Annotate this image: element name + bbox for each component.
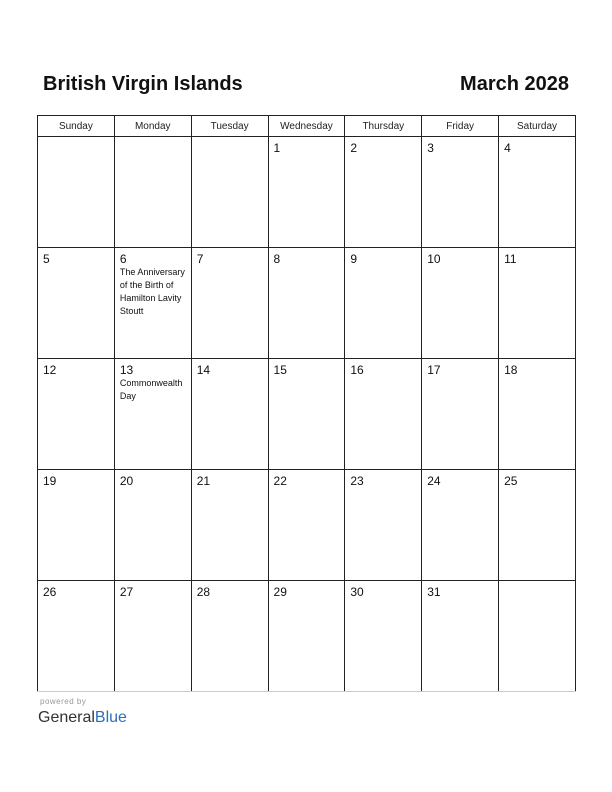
day-number: 28 xyxy=(196,585,211,599)
day-cell xyxy=(499,581,576,692)
day-cell xyxy=(268,581,345,692)
weekday-saturday: Saturday xyxy=(499,116,576,137)
day-cell xyxy=(345,248,422,359)
day-cell xyxy=(114,470,191,581)
day-cell xyxy=(268,470,345,581)
day-number: 6 xyxy=(119,252,127,266)
day-cell xyxy=(38,359,115,470)
day-number: 21 xyxy=(196,474,211,488)
weekday-friday: Friday xyxy=(422,116,499,137)
week-row xyxy=(38,359,576,470)
footer-divider xyxy=(37,691,576,692)
day-number: 8 xyxy=(273,252,281,266)
day-cell xyxy=(191,581,268,692)
day-number: 2 xyxy=(350,141,358,155)
day-number: 23 xyxy=(350,474,364,488)
day-number: 29 xyxy=(273,585,287,599)
day-cell xyxy=(268,248,345,359)
day-cell xyxy=(114,137,191,248)
day-number: 7 xyxy=(196,252,204,266)
day-cell xyxy=(191,137,268,248)
holiday-label: Commonwealth Day xyxy=(119,378,183,401)
week-row xyxy=(38,470,576,581)
day-cell xyxy=(422,137,499,248)
day-cell xyxy=(191,470,268,581)
day-number: 3 xyxy=(427,141,434,155)
day-cell xyxy=(499,470,576,581)
day-number: 17 xyxy=(427,363,441,377)
calendar-grid xyxy=(37,115,576,692)
day-number: 12 xyxy=(43,363,57,377)
day-number xyxy=(38,137,114,141)
day-number xyxy=(499,581,575,585)
day-cell xyxy=(499,359,576,470)
day-number: 24 xyxy=(427,474,441,488)
day-number: 11 xyxy=(504,252,517,266)
day-number: 4 xyxy=(504,141,511,155)
day-number: 19 xyxy=(43,474,57,488)
day-cell xyxy=(38,470,115,581)
weekday-thursday: Thursday xyxy=(345,116,422,137)
day-number: 20 xyxy=(119,474,134,488)
day-number: 30 xyxy=(350,585,364,599)
day-number: 18 xyxy=(504,363,518,377)
powered-by-label: powered by xyxy=(40,697,87,706)
day-number: 13 xyxy=(119,363,134,377)
day-number: 5 xyxy=(43,252,50,266)
day-cell xyxy=(345,581,422,692)
day-cell xyxy=(191,248,268,359)
day-number: 22 xyxy=(273,474,287,488)
day-number: 26 xyxy=(43,585,57,599)
day-number: 1 xyxy=(273,141,281,155)
day-cell xyxy=(268,359,345,470)
day-cell xyxy=(114,248,191,359)
day-cell xyxy=(114,581,191,692)
day-cell xyxy=(422,359,499,470)
week-row xyxy=(38,137,576,248)
day-cell xyxy=(422,248,499,359)
brand-blue: Blue xyxy=(94,709,127,726)
day-cell xyxy=(38,581,115,692)
day-cell xyxy=(345,470,422,581)
holiday-label: The Anniversary of the Birth of Hamilton Lavity Stoutt xyxy=(119,267,185,316)
weekday-monday: Monday xyxy=(114,116,191,137)
weekday-sunday: Sunday xyxy=(38,116,115,137)
day-cell xyxy=(422,470,499,581)
day-number: 15 xyxy=(273,363,287,377)
brand-general: General xyxy=(38,709,95,726)
day-cell xyxy=(345,137,422,248)
day-cell xyxy=(38,248,115,359)
day-cell xyxy=(422,581,499,692)
page-title-month: March 2028 xyxy=(460,73,569,95)
day-cell xyxy=(345,359,422,470)
page-title-country: British Virgin Islands xyxy=(43,73,243,95)
weekday-wednesday: Wednesday xyxy=(268,116,345,137)
week-row xyxy=(38,581,576,692)
weekday-header-row xyxy=(38,116,576,137)
day-number xyxy=(115,137,191,141)
day-number: 9 xyxy=(350,252,358,266)
day-number: 25 xyxy=(504,474,518,488)
day-cell xyxy=(499,248,576,359)
day-number: 27 xyxy=(119,585,134,599)
day-number: 14 xyxy=(196,363,211,377)
day-cell xyxy=(191,359,268,470)
day-cell xyxy=(38,137,115,248)
day-number: 10 xyxy=(427,252,441,266)
day-cell xyxy=(114,359,191,470)
week-row xyxy=(38,248,576,359)
day-number: 31 xyxy=(427,585,441,599)
day-cell xyxy=(268,137,345,248)
day-number xyxy=(192,137,268,141)
day-number: 16 xyxy=(350,363,364,377)
brand-logo[interactable] xyxy=(38,708,127,728)
weekday-tuesday: Tuesday xyxy=(191,116,268,137)
day-cell xyxy=(499,137,576,248)
